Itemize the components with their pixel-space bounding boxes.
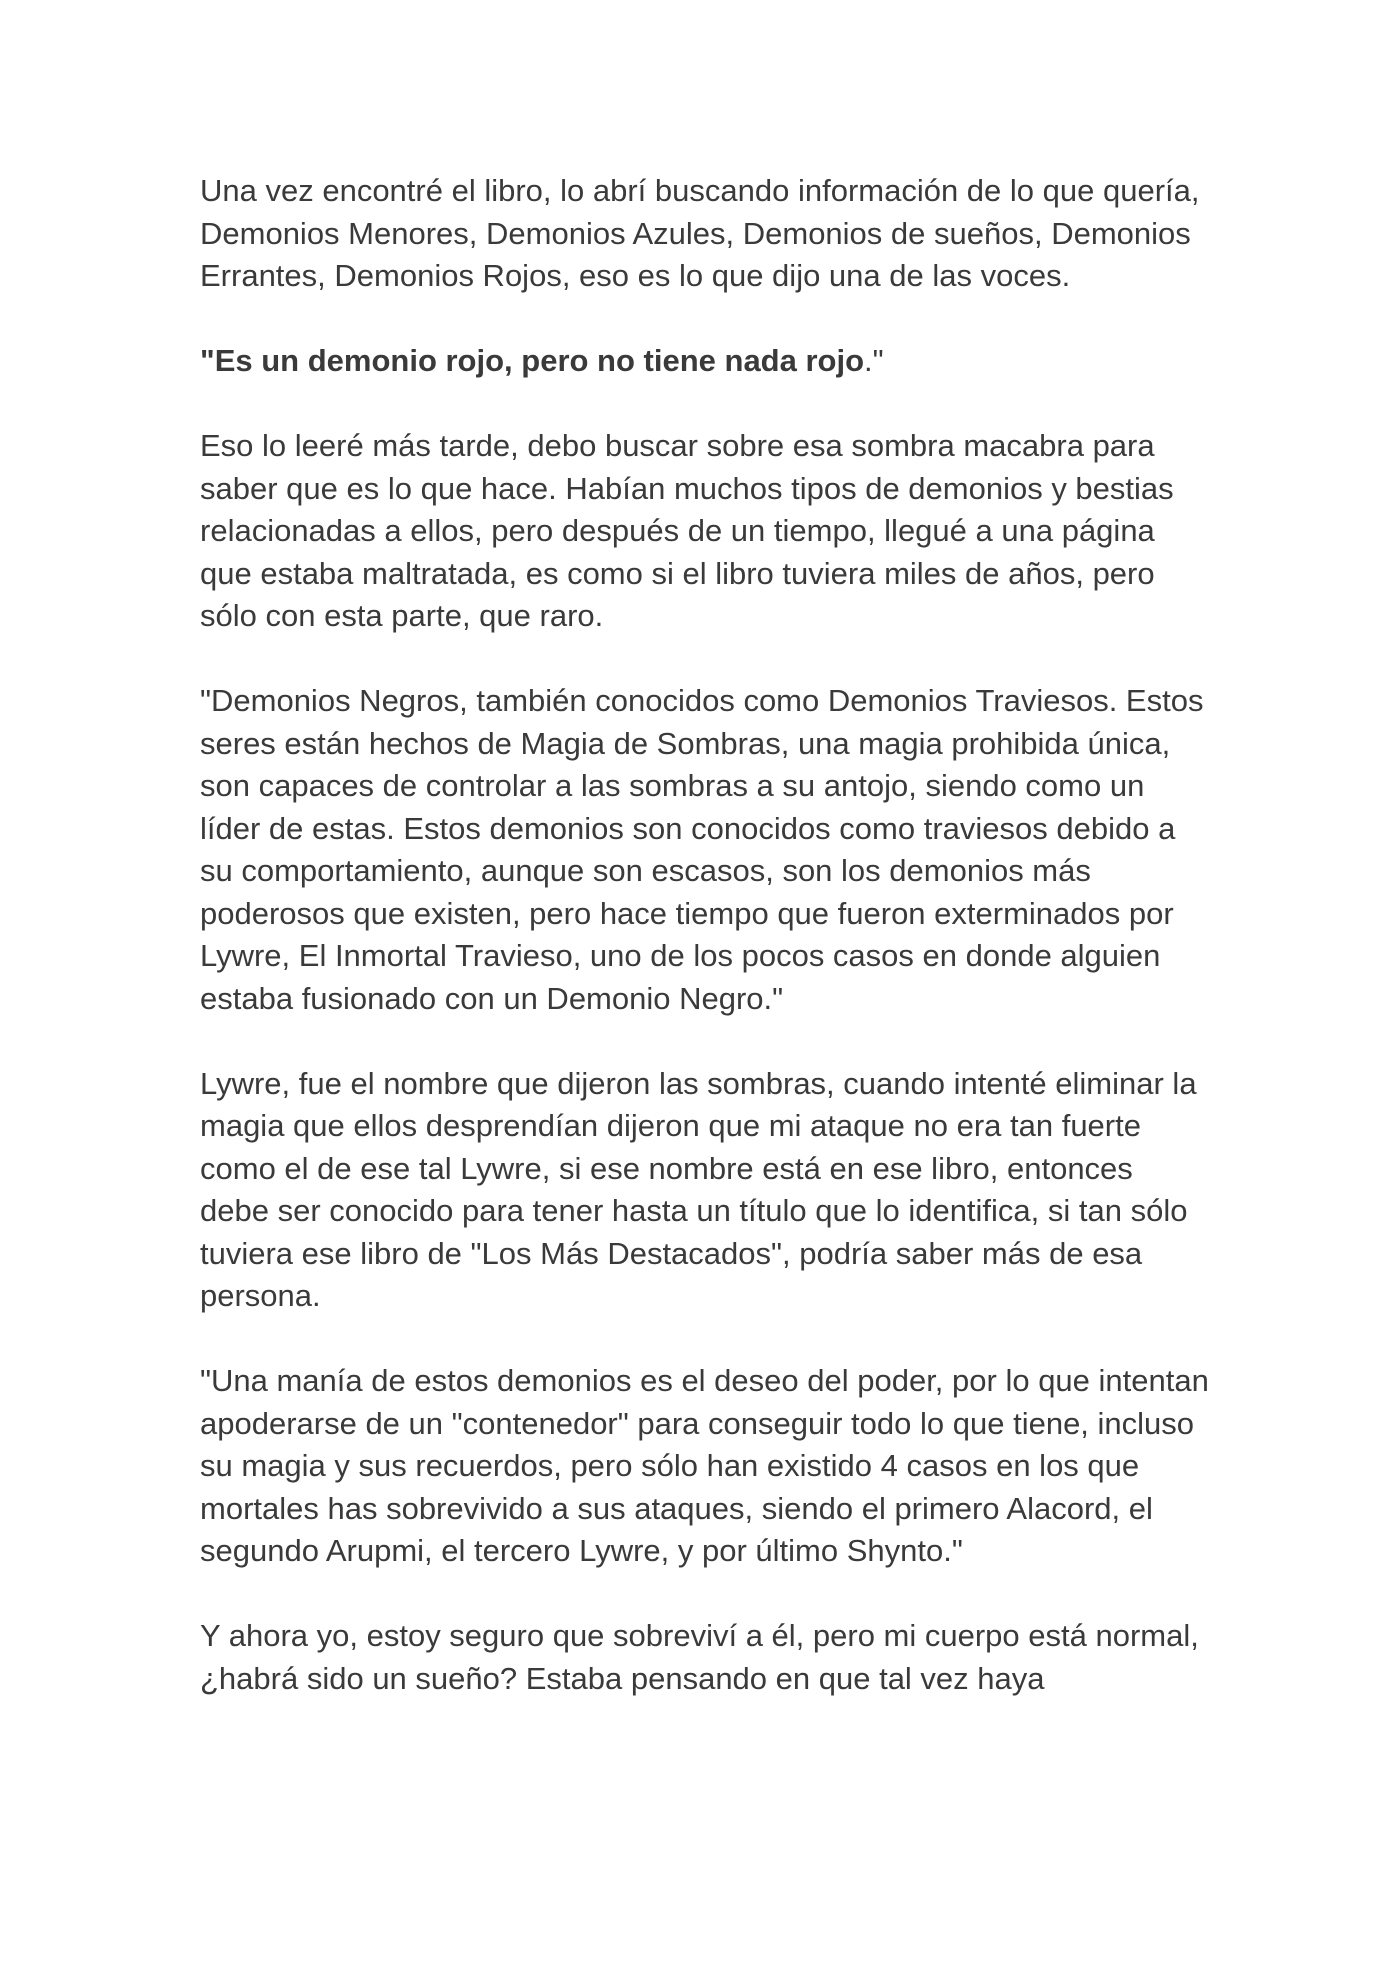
paragraph-4: Lywre, fue el nombre que dijeron las sombras, cuando intenté eliminar la magia que ellos desprendían dijeron que mi ataque no era tan fuerte como el de ese tal Lywre, si ese nombre está en ese libro, entonces debe ser conocido para tener hasta un título que lo identifica, si tan sólo tuviera ese libro de "Los Más Destacados", podría saber más de esa persona. — [200, 1065, 1197, 1313]
document-page — [200, 170, 1210, 1700]
quote-line — [200, 340, 1210, 383]
quote-bold-text: "Es un demonio rojo, pero no tiene nada rojo — [200, 343, 865, 378]
paragraph-6: Y ahora yo, estoy seguro que sobreviví a él, pero mi cuerpo está normal, ¿habrá sido un sueño? Estaba pensando en que tal vez haya — [200, 1618, 1199, 1696]
paragraph-1: Una vez encontré el libro, lo abrí buscando información de lo que quería, Demonios Menores, Demonios Azules, Demonios de sueños, Demonios Errantes, Demonios Rojos, eso es lo que dijo una de las voces. — [200, 173, 1200, 293]
paragraph-5: "Una manía de estos demonios es el deseo del poder, por lo que intentan apoderarse de un "contenedor" para conseguir todo lo que tiene, incluso su magia y sus recuerdos, pero sólo han existido 4 casos en los que mortales has sobrevivido a sus ataques, siendo el primero Alacord, el segundo Arupmi, el tercero Lywre, y por último Shynto." — [200, 1363, 1209, 1568]
quote-tail-text: ." — [864, 343, 884, 378]
paragraph-3: "Demonios Negros, también conocidos como Demonios Traviesos. Estos seres están hechos de Magia de Sombras, una magia prohibida única, son capaces de controlar a las sombras a su antojo, siendo como un líder de estas. Estos demonios son conocidos como traviesos debido a su comportamiento, aunque son escasos, son los demonios más poderosos que existen, pero hace tiempo que fueron exterminados por Lywre, El Inmortal Travieso, uno de los pocos casos en donde alguien estaba fusionado con un Demonio Negro." — [200, 683, 1204, 1016]
paragraph-2: Eso lo leeré más tarde, debo buscar sobre esa sombra macabra para saber que es lo que hace. Habían muchos tipos de demonios y bestias relacionadas a ellos, pero después de un tiempo, llegué a una página que estaba maltratada, es como si el libro tuviera miles de años, pero sólo con esta parte, que raro. — [200, 428, 1174, 633]
